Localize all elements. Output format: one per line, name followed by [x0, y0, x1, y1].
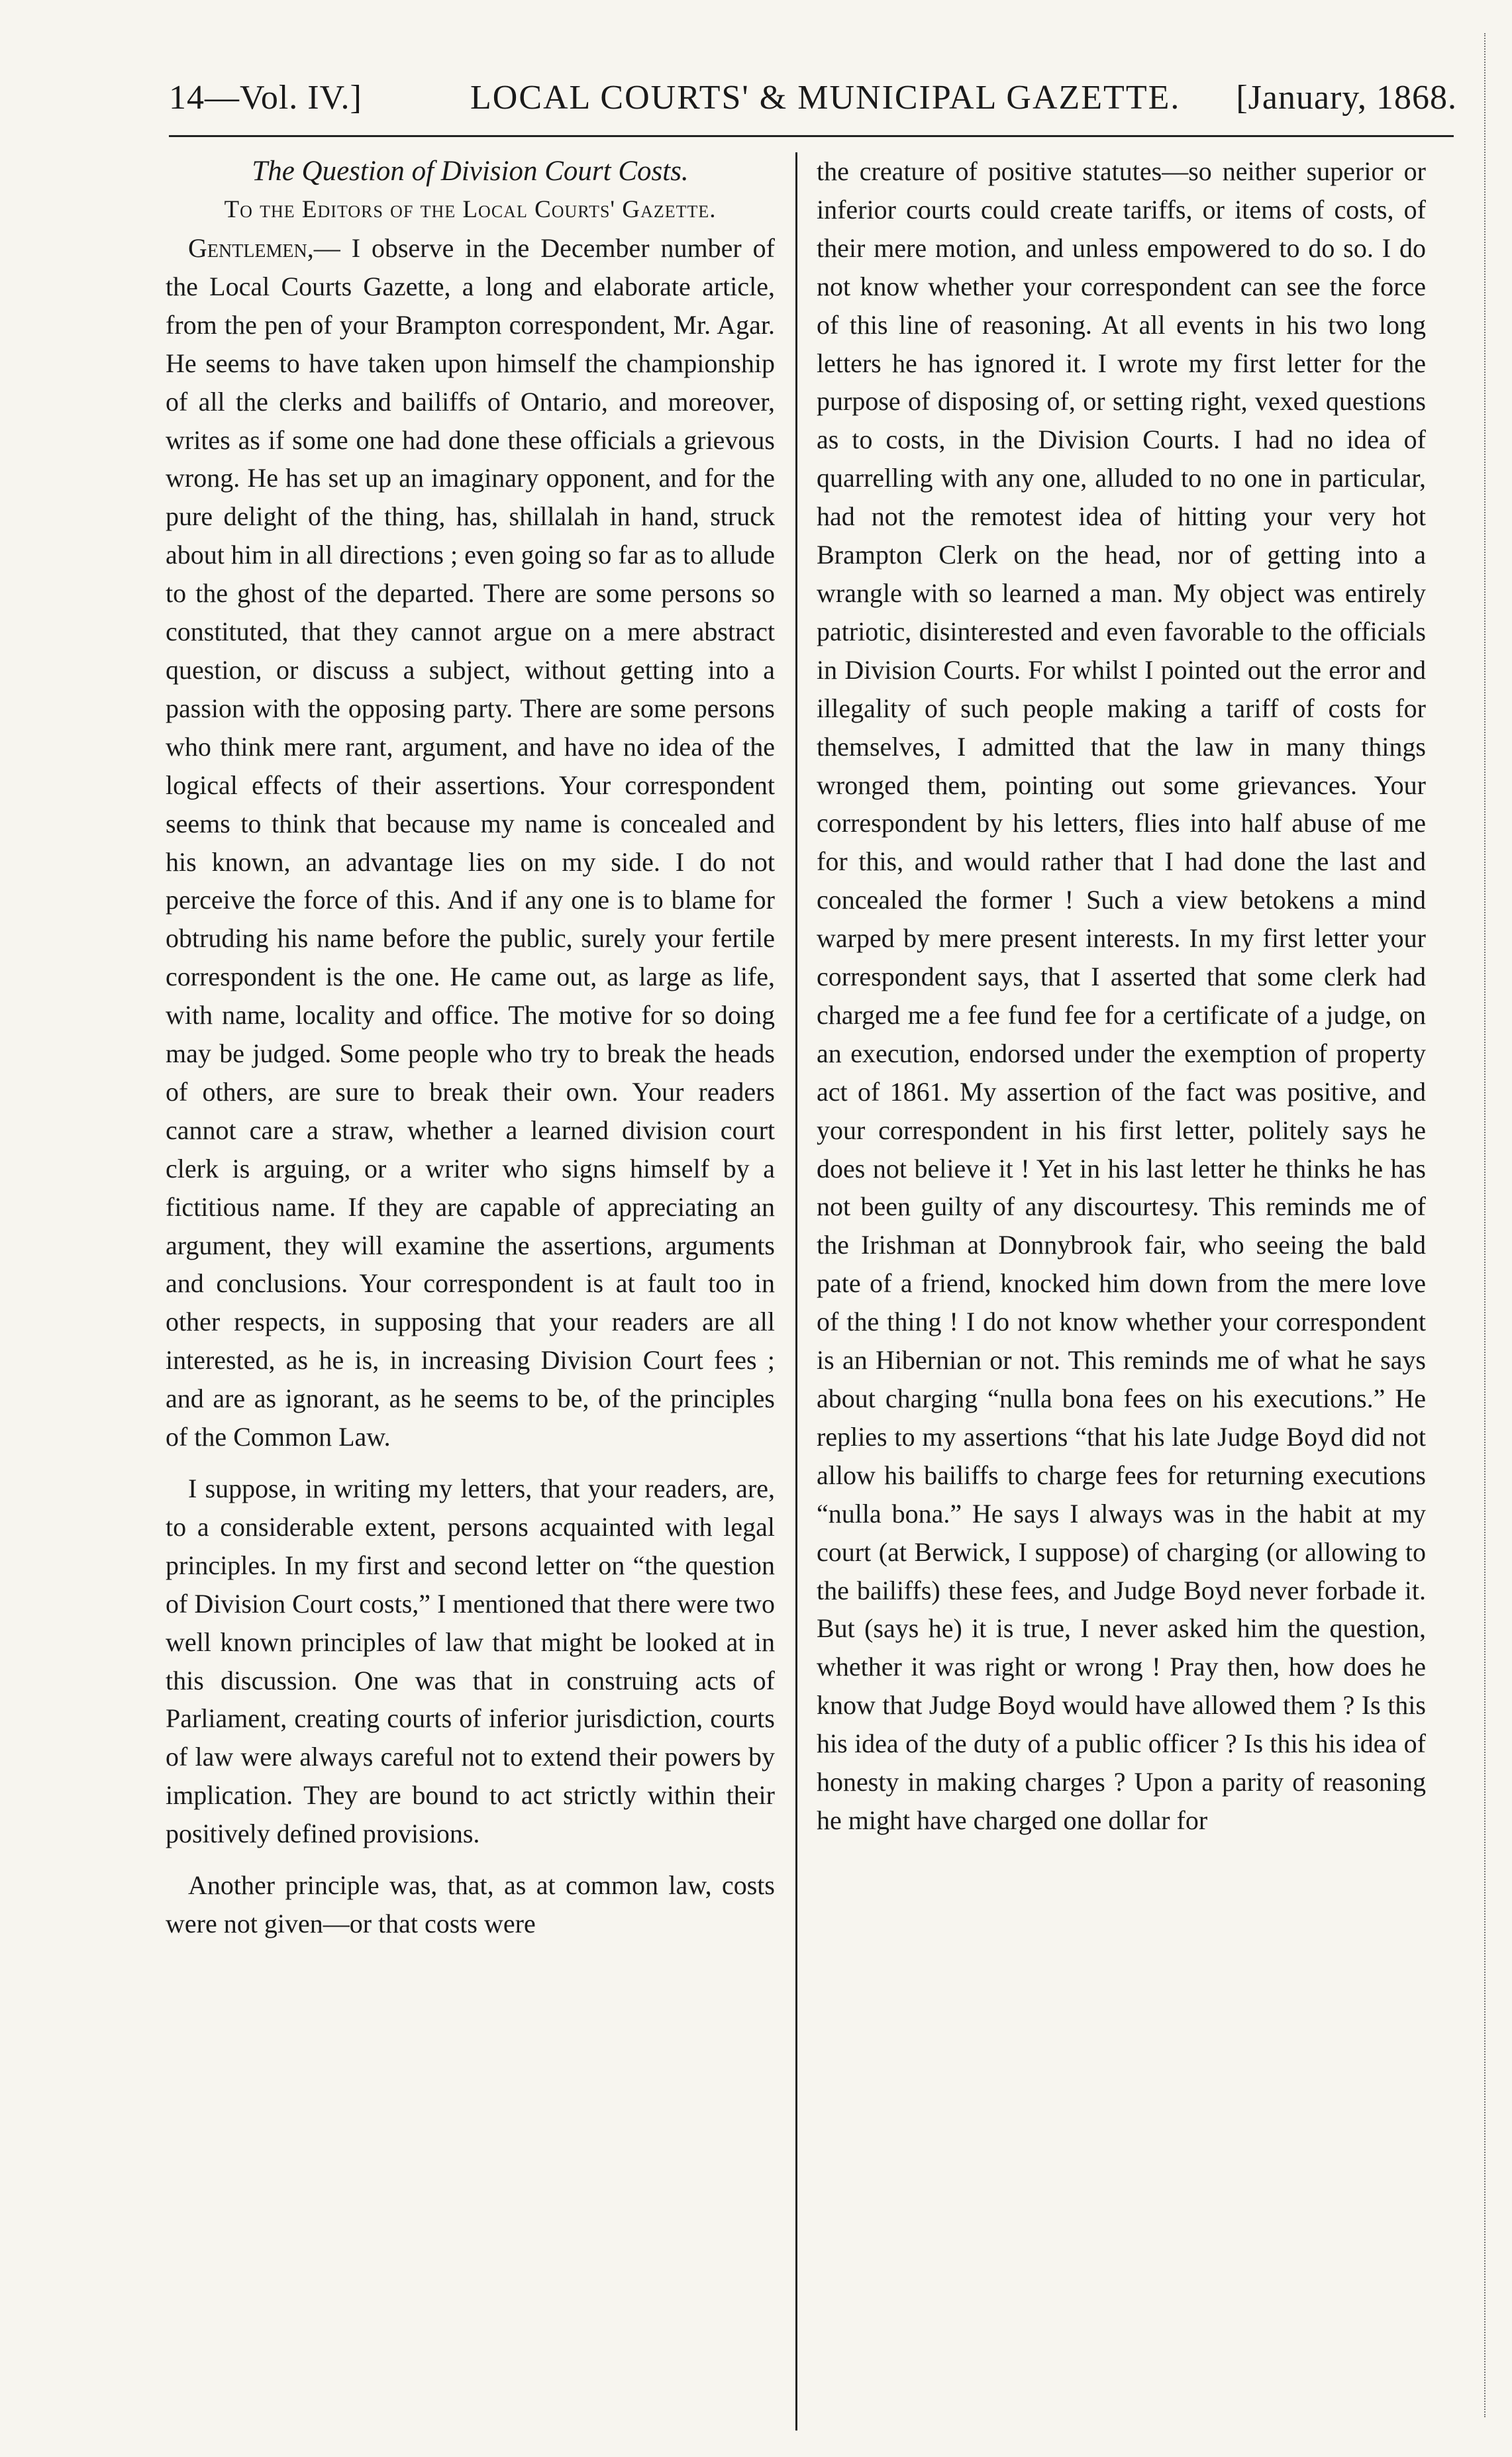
- paragraph-continued: the creature of positive statutes—so neither superior or inferior courts could create tariffs, or items of costs, of their mere motion, and unless empowered to do so. I do not know whether your correspondent can see the force of this line of reasoning. At all events in his two long letters he has ignored it. I wrote my first letter for the purpose of disposing of, or setting right, vexed questions as to costs, in the Division Courts. I had no idea of quarrelling with any one, alluded to no one in particular, had not the remotest idea of hitting your very hot Brampton Clerk on the head, nor of getting into a wrangle with so learned a man. My object was entirely patriotic, disinterested and even favorable to the officials in Division Courts. For whilst I pointed out the error and illegality of such people making a tariff of costs for themselves, I admitted that the law in many things wronged them, pointing out some grievances. Your correspondent by his letters, flies into half abuse of me for this, and would rather that I had done the last and concealed the former ! Such a view betokens a mind warped by mere present interests. In my first letter your correspondent says, that I asserted that some clerk had charged me a fee fund fee for a certificate of a judge, on an execution, endorsed under the exemption of property act of 1861. My assertion of the fact was positive, and your correspondent in his first letter, politely says he does not believe it ! Yet in his last letter he thinks he has not been guilty of any discourtesy. This reminds me of the Irishman at Donnybrook fair, who seeing the bald pate of a friend, knocked him down from the mere love of the thing ! I do not know whether your correspondent is an Hibernian or not. This reminds me of what he says about charging “nulla bona fees on his executions.” He replies to my assertions “that his late Judge Boyd did not allow his bailiffs to charge fees for returning executions “nulla bona.” He says I always was in the habit at my court (at Berwick, I suppose) of charging (or allowing to the bailiffs) these fees, and Judge Boyd never forbade it. But (says he) it is true, I never asked him the question, whether it was right or wrong ! Pray then, how does he know that Judge Boyd would have allowed them ? Is this his idea of the duty of a public officer ? Is this his idea of honesty in making charges ? Upon a parity of reasoning he might have charged one dollar for: [817, 156, 1426, 1835]
- publication-title: LOCAL COURTS' & MUNICIPAL GAZETTE.: [470, 79, 1181, 117]
- header-rule: [169, 135, 1454, 137]
- addressed-to: To the Editors of the Local Courts' Gazette.: [224, 196, 717, 223]
- paragraph: I suppose, in writing my letters, that your readers, are, to a considerable extent, persons acquainted with legal principles. In my first and second letter on “the question of Division Court costs,” I mentioned that there were two well known principles of law that might be looked at in this discussion. One was that in construing acts of Parliament, creating courts of inferior jurisdiction, courts of law were always careful not to extend their powers by implication. They are bound to act strictly within their positively defined provisions.: [166, 1474, 775, 1849]
- paragraph: [166, 229, 775, 1456]
- left-column: [166, 152, 775, 2431]
- page-edge-mark: [1482, 33, 1486, 2417]
- salutation: Gentlemen,: [188, 233, 314, 263]
- issue-date: [January, 1868.: [1236, 79, 1457, 117]
- right-column: [817, 152, 1426, 2431]
- page-header: [169, 78, 1457, 131]
- paragraph: Another principle was, that, as at common law, costs were not given—or that costs were: [166, 1870, 775, 1938]
- page-number-volume: 14—Vol. IV.]: [169, 79, 362, 117]
- paragraph-body: — I observe in the December number of the Local Courts Gazette, a long and elaborate article, from the pen of your Brampton correspondent, Mr. Agar. He seems to have taken upon himself the championship of all the clerks and bailiffs of Ontario, and moreover, writes as if some one had done these officials a grievous wrong. He has set up an imaginary opponent, and for the pure delight of the thing, has, shillalah in hand, struck about him in all directions ; even going so far as to allude to the ghost of the departed. There are some persons so constituted, that they cannot argue on a mere abstract question, or discuss a subject, without getting into a passion with the opposing party. There are some persons who think mere rant, argument, and have no idea of the logical effects of their assertions. Your correspondent seems to think that because my name is concealed and his known, an advantage lies on my side. I do not perceive the force of this. And if any one is to blame for obtruding his name before the public, surely your fertile correspondent is the one. He came out, as large as life, with name, locality and office. The motive for so doing may be judged. Some people who try to break the heads of others, are sure to break their own. Your readers cannot care a straw, whether a learned division court clerk is arguing, or a writer who signs himself by a fictitious name. If they are capable of appreciating an argument, they will examine the assertions, arguments and conclusions. Your correspondent is at fault too in other respects, in supposing that your readers are all interested, as he is, in increasing Division Court fees ; and are as ignorant, as he seems to be, of the principles of the Common Law.: [166, 233, 775, 1452]
- article-title: The Question of Division Court Costs.: [252, 156, 689, 187]
- column-divider: [795, 152, 797, 2431]
